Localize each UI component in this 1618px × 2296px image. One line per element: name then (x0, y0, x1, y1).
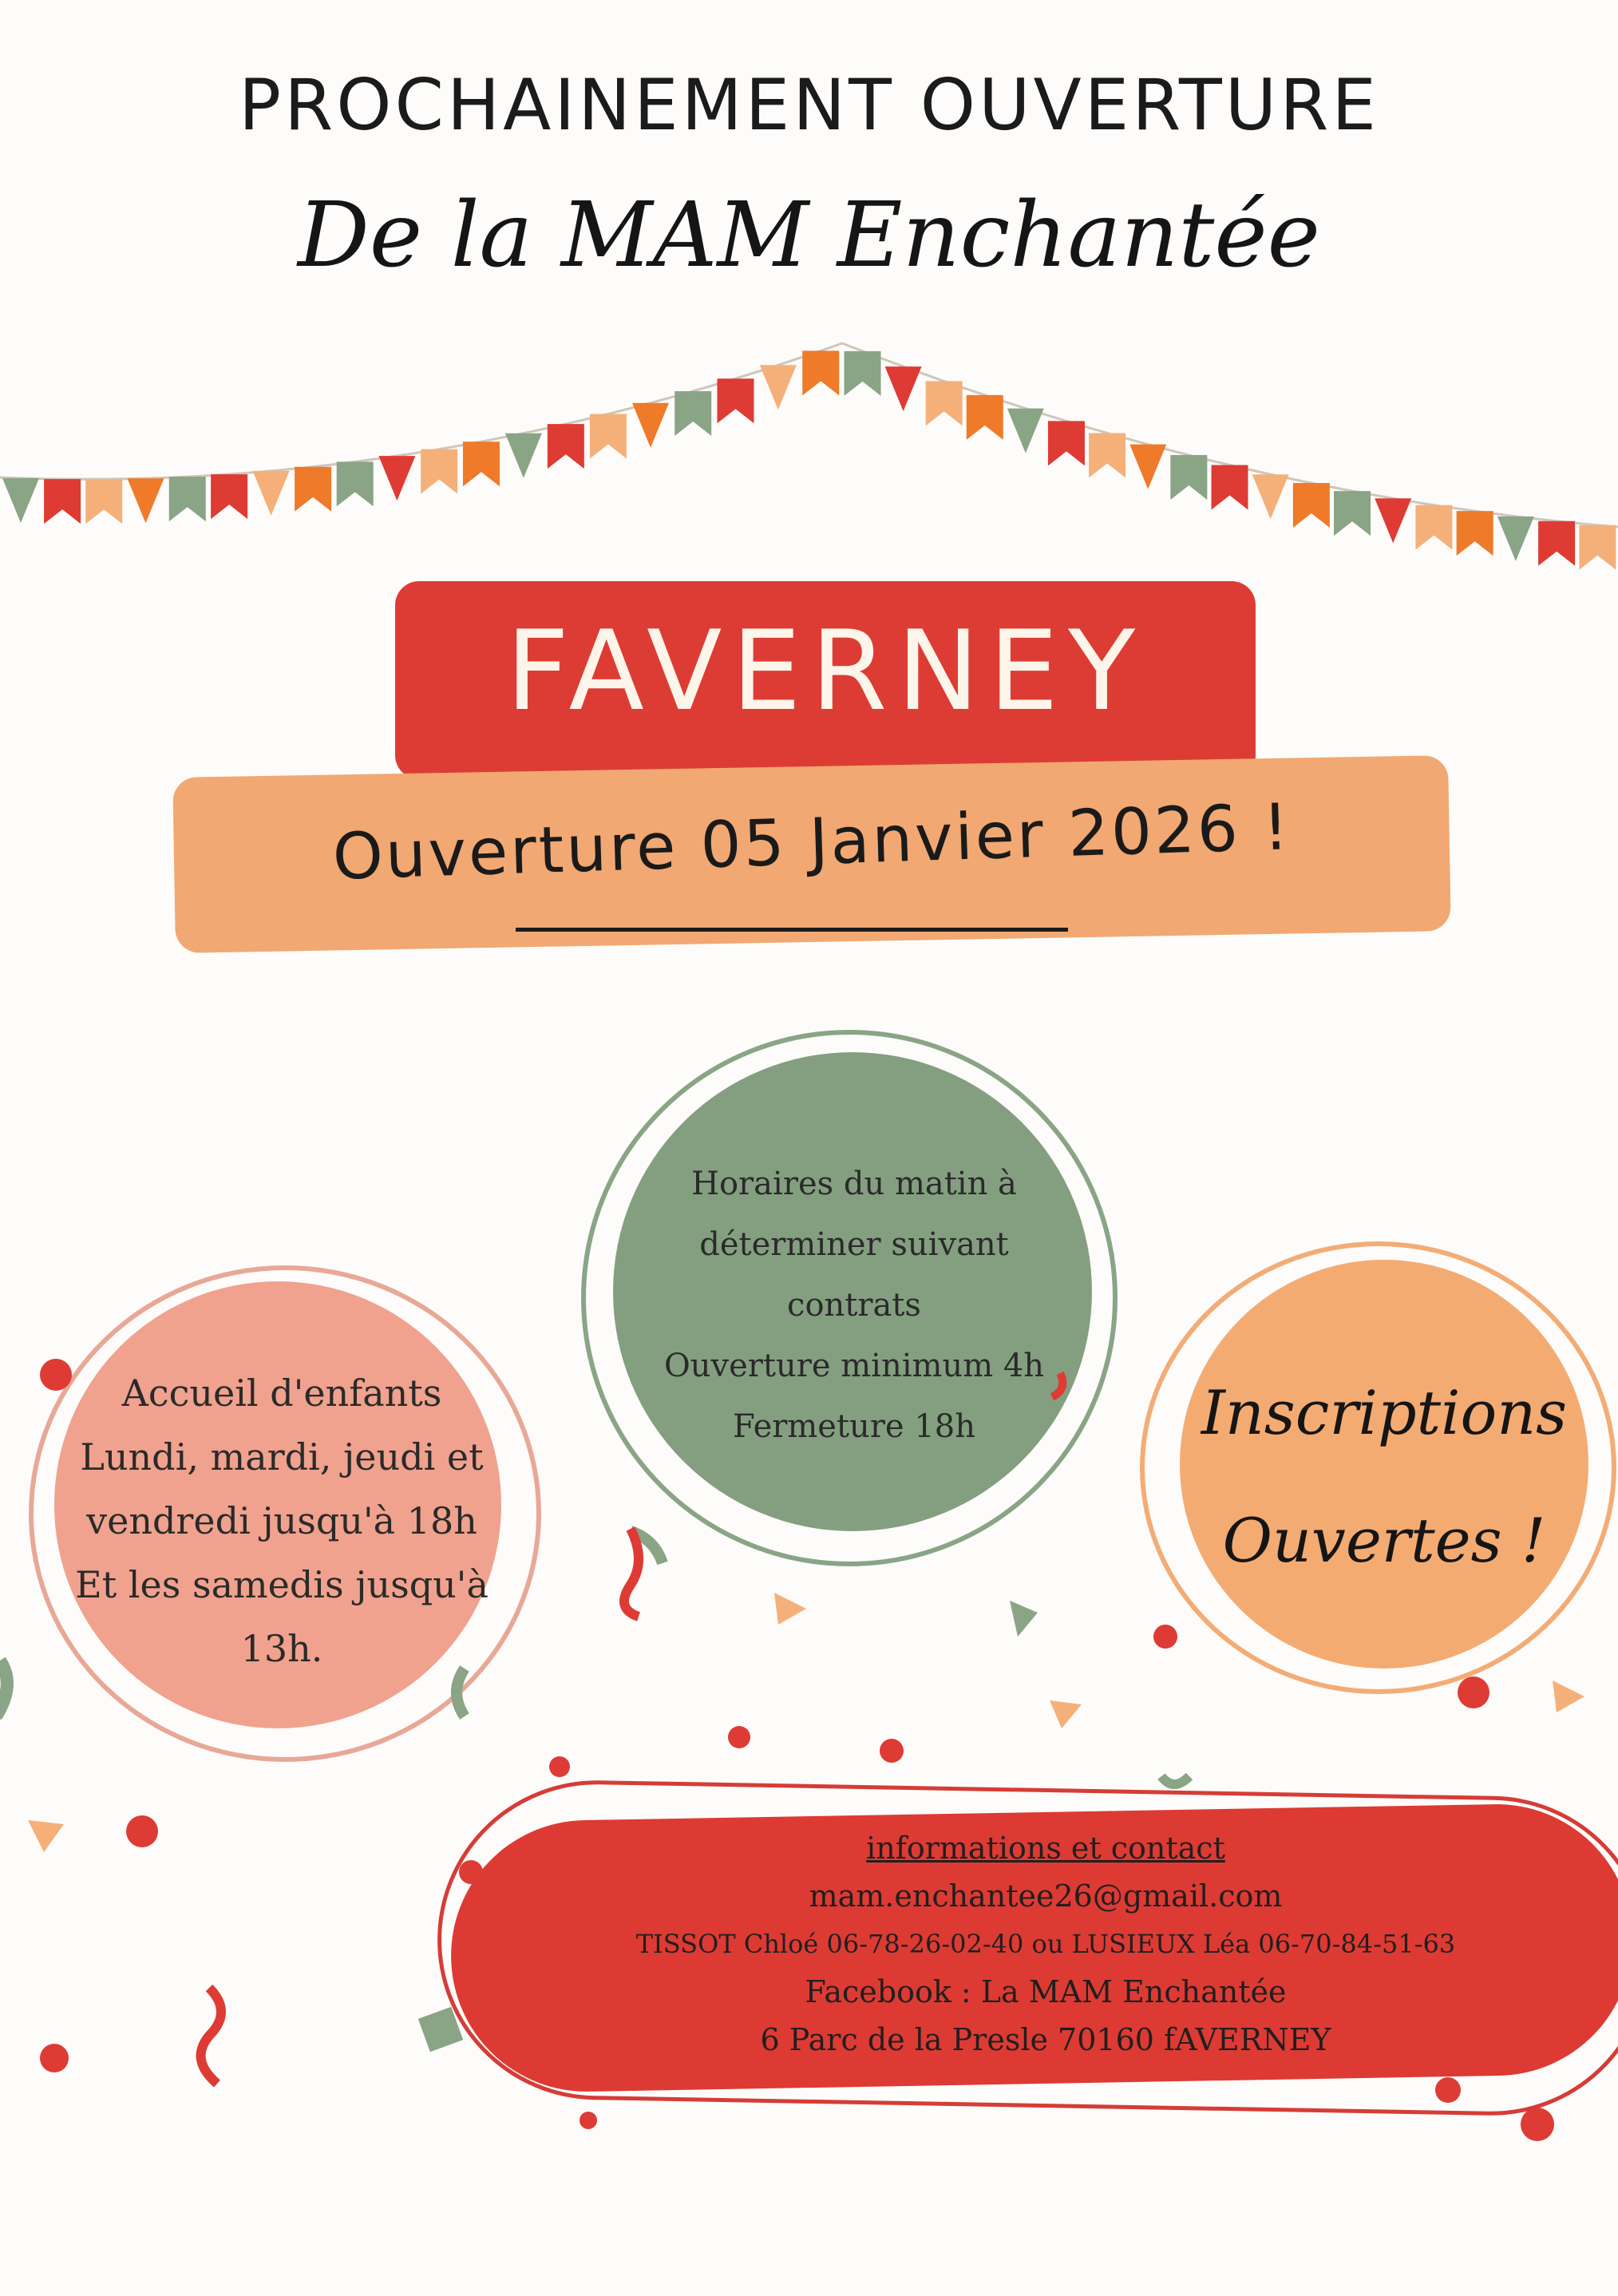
opening-date-text: Ouverture 05 Janvier 2026 ! (331, 790, 1292, 894)
text-line: Horaires du matin à (691, 1166, 1017, 1202)
contact-address: 6 Parc de la Presle 70160 fAVERNEY (760, 2022, 1331, 2057)
text-line: déterminer suivant (699, 1226, 1009, 1263)
text-line: 13h. (240, 1627, 323, 1670)
text-line: Ouvertes ! (1222, 1505, 1546, 1576)
city-name: FAVERNEY (505, 607, 1145, 735)
announcement-heading: PROCHAINEMENT OUVERTURE (239, 64, 1379, 146)
text-line: Ouverture minimum 4h (663, 1348, 1045, 1384)
mam-name-title: De la MAM Enchantée (298, 184, 1320, 287)
text-line: Inscriptions (1201, 1377, 1568, 1448)
contact-heading: informations et contact (866, 1831, 1225, 1866)
contact-email: mam.enchantee26@gmail.com (809, 1878, 1283, 1914)
text-line: contrats (787, 1287, 921, 1324)
text-line: Accueil d'enfants (121, 1372, 442, 1415)
text-line: Lundi, mardi, jeudi et (80, 1435, 484, 1479)
contact-info (495, 1824, 1596, 2064)
contact-phones: TISSOT Chloé 06-78-26-02-40 ou LUSIEUX Léa 06-70-84-51-63 (635, 1929, 1456, 1959)
text-line: Et les samedis jusqu'à (75, 1563, 489, 1606)
text-line: vendredi jusqu'à 18h (86, 1499, 477, 1542)
text-line: Fermeture 18h (733, 1408, 975, 1445)
contact-facebook: Facebook : La MAM Enchantée (805, 1974, 1287, 2009)
